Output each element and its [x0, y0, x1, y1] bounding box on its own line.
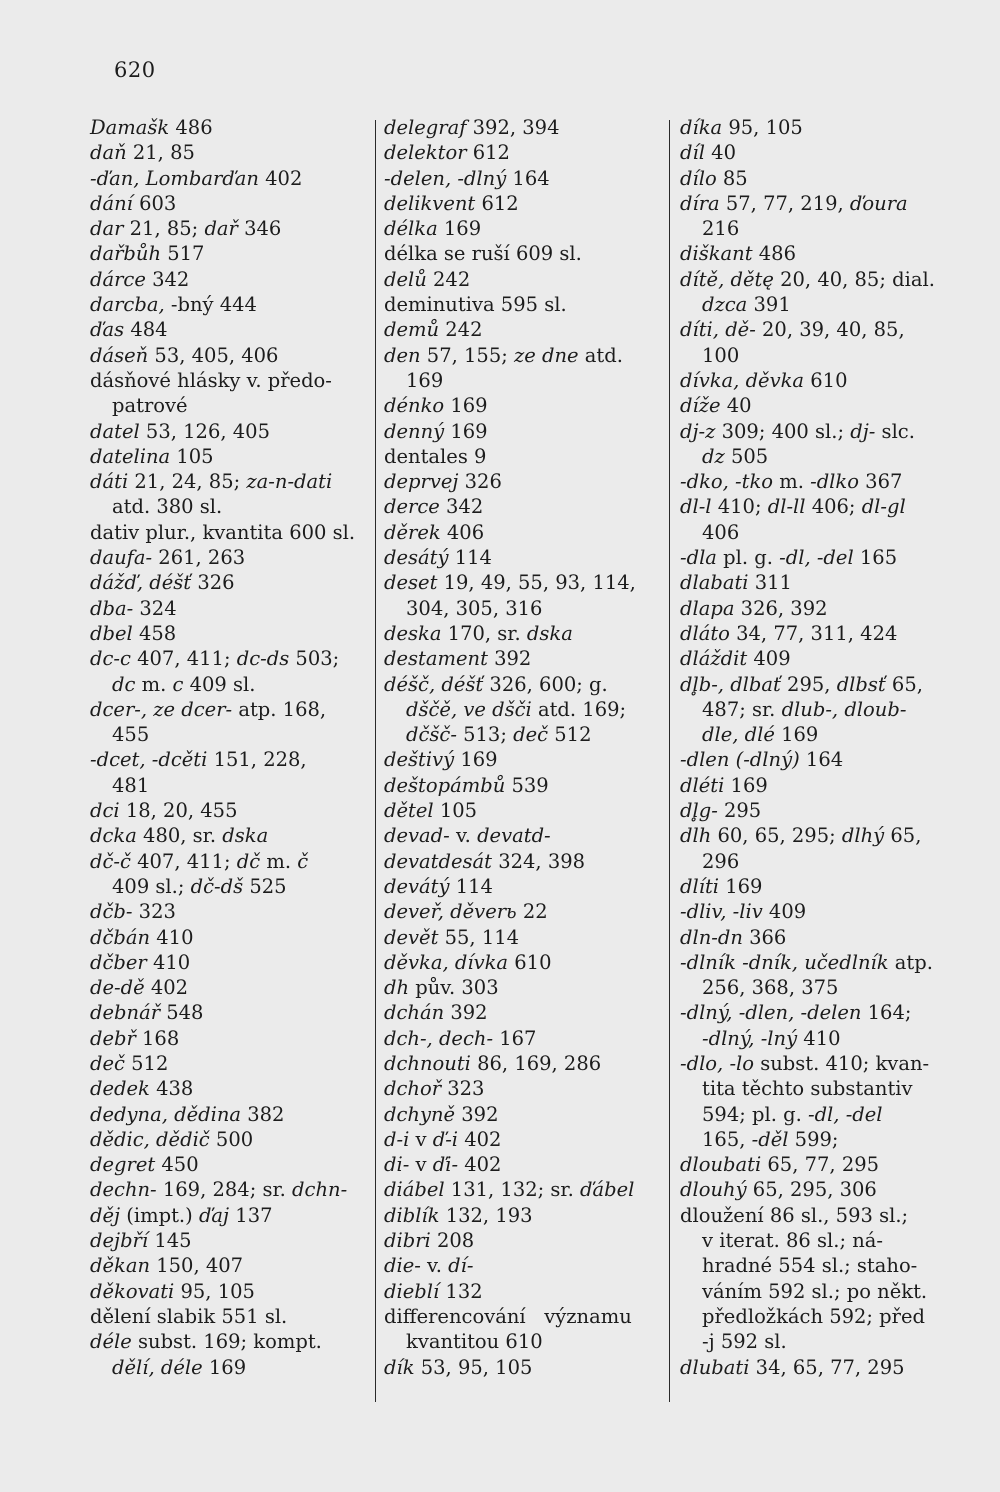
index-entry: datelina 105 — [90, 444, 214, 468]
index-entry: devět 55, 114 — [384, 925, 520, 949]
index-entry: dedyna, dědina 382 — [90, 1102, 285, 1126]
index-entry: díl 40 — [680, 141, 736, 165]
index-entry: desátý 114 — [384, 546, 492, 570]
index-entry: dloužení 86 sl., 593 sl.; — [680, 1203, 909, 1227]
index-entry: deska 170, sr. dska — [384, 621, 573, 645]
index-entry-continuation: hradné 554 sl.; staho- — [702, 1254, 918, 1278]
index-entry-continuation: dc m. c 409 sl. — [112, 672, 256, 696]
index-entry: déšč, déšť 326, 600; g. — [384, 672, 608, 696]
index-entry: dchnouti 86, 169, 286 — [384, 1051, 602, 1075]
index-entry: darcba, -bný 444 — [90, 293, 257, 317]
index-entry: delegraf 392, 394 — [384, 116, 560, 139]
index-entry-continuation: 409 sl.; dč-dš 525 — [112, 874, 287, 898]
index-entry: dh pův. 303 — [384, 976, 499, 1000]
index-entry: dedek 438 — [90, 1077, 194, 1101]
index-entry: dcer-, ze dcer- atp. 168, — [90, 697, 327, 721]
index-entry-continuation: 594; pl. g. -dl, -del — [702, 1102, 883, 1126]
index-entry: deštivý 169 — [384, 748, 498, 772]
index-entry: dativ plur., kvantita 600 sl. — [90, 520, 356, 544]
index-entry: -dlný, -dlen, -delen 164; — [680, 1001, 912, 1025]
index-column-2 — [384, 115, 666, 1380]
index-entry: devad- v. devatd- — [384, 824, 551, 848]
index-entry: dílo 85 — [680, 166, 748, 190]
index-entry: dejbří 145 — [90, 1229, 192, 1253]
index-entry: -dla pl. g. -dl, -del 165 — [680, 546, 898, 570]
index-entry: dénko 169 — [384, 394, 488, 418]
index-entry-continuation: předložkách 592; před — [702, 1304, 926, 1328]
index-entry: déle subst. 169; kompt. — [90, 1330, 322, 1354]
index-entry-continuation: váním 592 sl.; po někt. — [702, 1279, 928, 1303]
index-entry: d-i v ď-i 402 — [384, 1127, 502, 1151]
index-entry: debř 168 — [90, 1026, 180, 1050]
index-entry: dařbůh 517 — [90, 242, 205, 266]
index-entry: deprvej 326 — [384, 470, 502, 494]
index-entry: de-dě 402 — [90, 976, 189, 1000]
index-entry: dáseň 53, 405, 406 — [90, 343, 279, 367]
index-entry: di- v ďi- 402 — [384, 1153, 502, 1177]
index-entry: dléti 169 — [680, 773, 768, 797]
index-entry: demů 242 — [384, 318, 483, 342]
index-entry: daufa- 261, 263 — [90, 546, 246, 570]
index-entry: dásňové hlásky v. předo- — [90, 368, 332, 392]
index-entry: Damašk 486 — [90, 116, 213, 139]
index-entry: datel 53, 126, 405 — [90, 419, 270, 443]
index-entry: deč 512 — [90, 1051, 169, 1075]
index-entry: děkan 150, 407 — [90, 1254, 244, 1278]
index-entry: dieblí 132 — [384, 1279, 483, 1303]
index-entry: dítě, dětę 20, 40, 85; dial. — [680, 267, 935, 291]
index-entry: dčber 410 — [90, 950, 191, 974]
index-entry-continuation: 304, 305, 316 — [406, 596, 543, 620]
index-entry: dážď, déšť 326 — [90, 571, 235, 595]
index-entry: diblík 132, 193 — [384, 1203, 533, 1227]
index-entry: dlíti 169 — [680, 874, 763, 898]
index-entry-continuation: dz 505 — [702, 444, 769, 468]
index-entry: dentales 9 — [384, 444, 487, 468]
index-entry: dcka 480, sr. dska — [90, 824, 269, 848]
index-entry: dč-č 407, 411; dč m. č — [90, 849, 309, 873]
index-entry: dbel 458 — [90, 621, 177, 645]
index-entry-continuation: dle, dlé 169 — [702, 723, 819, 747]
index-entry: -dlník -dník, učedlník atp. — [680, 950, 933, 974]
index-entry: diškant 486 — [680, 242, 796, 266]
index-entry: dibri 208 — [384, 1229, 475, 1253]
index-entry: dchoř 323 — [384, 1077, 485, 1101]
index-entry: delektor 612 — [384, 141, 510, 165]
index-entry: díka 95, 105 — [680, 116, 803, 139]
index-entry-continuation: 256, 368, 375 — [702, 976, 839, 1000]
index-entry: dln-dn 366 — [680, 925, 787, 949]
index-entry: -dlen (-dlný) 164 — [680, 748, 844, 772]
index-entry: dl̥b-, dlbať 295, dlbsť 65, — [680, 672, 923, 696]
column-rule-right — [669, 120, 670, 1402]
index-entry-continuation: dzca 391 — [702, 293, 791, 317]
index-entry: dchyně 392 — [384, 1102, 499, 1126]
index-entry: dárce 342 — [90, 267, 190, 291]
index-entry: děvka, dívka 610 — [384, 950, 552, 974]
index-entry: deset 19, 49, 55, 93, 114, — [384, 571, 636, 595]
index-entry: den 57, 155; ze dne atd. — [384, 343, 623, 367]
index-entry: děkovati 95, 105 — [90, 1279, 255, 1303]
index-entry-continuation: dščě, ve dšči atd. 169; — [406, 697, 627, 721]
index-entry: dj-z 309; 400 sl.; dj- slc. — [680, 419, 915, 443]
index-entry: dl̥g- 295 — [680, 799, 762, 823]
index-entry: díra 57, 77, 219, ďoura — [680, 191, 908, 215]
index-entry: diábel 131, 132; sr. ďábel — [384, 1178, 635, 1202]
index-entry: dědic, dědič 500 — [90, 1127, 254, 1151]
index-column-1 — [90, 115, 372, 1380]
index-entry: dloubati 65, 77, 295 — [680, 1153, 880, 1177]
index-entry: dčb- 323 — [90, 900, 176, 924]
index-entry-continuation: v iterat. 86 sl.; ná- — [702, 1229, 884, 1253]
index-entry: délka 169 — [384, 217, 482, 241]
index-entry: dba- 324 — [90, 596, 177, 620]
index-entry: ďas 484 — [90, 318, 168, 342]
index-entry: dar 21, 85; dař 346 — [90, 217, 282, 241]
index-entry: díže 40 — [680, 394, 752, 418]
index-entry-continuation: -j 592 sl. — [702, 1330, 787, 1354]
index-entry: dívka, děvka 610 — [680, 368, 848, 392]
column-rule-left — [375, 120, 376, 1402]
index-entry-continuation: 100 — [702, 343, 740, 367]
index-entry-continuation: 216 — [702, 217, 740, 241]
index-entry: dělení slabik 551 sl. — [90, 1304, 288, 1328]
index-entry-continuation: tita těchto substantiv — [702, 1077, 913, 1101]
index-entry: denný 169 — [384, 419, 488, 443]
index-entry: deveř, děverь 22 — [384, 900, 548, 924]
index-entry: dci 18, 20, 455 — [90, 799, 238, 823]
index-entry: -dko, -tko m. -dlko 367 — [680, 470, 903, 494]
index-entry: daň 21, 85 — [90, 141, 195, 165]
index-entry: derce 342 — [384, 495, 484, 519]
index-entry: deminutiva 595 sl. — [384, 293, 567, 317]
index-entry: dlh 60, 65, 295; dlhý 65, — [680, 824, 922, 848]
index-entry: díti, dě- 20, 39, 40, 85, — [680, 318, 905, 342]
index-entry: dláto 34, 77, 311, 424 — [680, 621, 898, 645]
index-entry: differencování významu — [384, 1304, 632, 1328]
index-entry: die- v. dí- — [384, 1254, 474, 1278]
index-entry: deštopámbů 539 — [384, 773, 549, 797]
index-entry: -dlo, -lo subst. 410; kvan- — [680, 1051, 930, 1075]
index-entry-continuation: 169 — [406, 368, 444, 392]
index-entry: delů 242 — [384, 267, 471, 291]
index-entry: dl-l 410; dl-ll 406; dl-gl — [680, 495, 906, 519]
index-entry: dčbán 410 — [90, 925, 194, 949]
index-entry-continuation: 455 — [112, 723, 150, 747]
index-entry: -dliv, -liv 409 — [680, 900, 807, 924]
index-entry: -dcet, -dcěti 151, 228, — [90, 748, 307, 772]
index-entry: -delen, -dlný 164 — [384, 166, 550, 190]
index-entry: dchán 392 — [384, 1001, 488, 1025]
index-entry-continuation: kvantitou 610 — [406, 1330, 543, 1354]
index-entry-continuation: 487; sr. dlub-, dloub- — [702, 697, 907, 721]
index-entry: devatdesát 324, 398 — [384, 849, 586, 873]
index-entry-continuation: atd. 380 sl. — [112, 495, 223, 519]
index-entry: debnář 548 — [90, 1001, 204, 1025]
index-entry-continuation: 481 — [112, 773, 150, 797]
index-entry-continuation: 165, -děl 599; — [702, 1127, 839, 1151]
index-entry: dlapa 326, 392 — [680, 596, 828, 620]
index-entry-continuation: dělí, déle 169 — [112, 1355, 247, 1379]
index-column-3 — [680, 115, 965, 1380]
index-entry: devátý 114 — [384, 874, 493, 898]
index-entry: degret 450 — [90, 1153, 199, 1177]
index-entry-continuation: 296 — [702, 849, 740, 873]
index-entry: děj (impt.) ďaj 137 — [90, 1203, 273, 1227]
index-entry: dlouhý 65, 295, 306 — [680, 1178, 877, 1202]
index-entry: děrek 406 — [384, 520, 485, 544]
index-entry: dání 603 — [90, 191, 177, 215]
index-entry: dětel 105 — [384, 799, 478, 823]
index-entry-continuation: dčšč- 513; deč 512 — [406, 723, 592, 747]
index-entry: delikvent 612 — [384, 191, 519, 215]
index-entry: dlabati 311 — [680, 571, 792, 595]
index-entry: dík 53, 95, 105 — [384, 1355, 533, 1379]
index-entry-continuation: -dlný, -lný 410 — [702, 1026, 841, 1050]
index-entry: dáti 21, 24, 85; za-n-dati — [90, 470, 333, 494]
page-number: 620 — [114, 58, 156, 82]
index-entry-continuation: 406 — [702, 520, 740, 544]
index-entry: dch-, dech- 167 — [384, 1026, 537, 1050]
index-entry: dc-c 407, 411; dc-ds 503; — [90, 647, 340, 671]
index-entry-continuation: patrové — [112, 394, 188, 418]
index-entry: dechn- 169, 284; sr. dchn- — [90, 1178, 348, 1202]
index-entry: -ďan, Lombarďan 402 — [90, 166, 303, 190]
index-entry: dlubati 34, 65, 77, 295 — [680, 1355, 905, 1379]
index-entry: délka se ruší 609 sl. — [384, 242, 582, 266]
index-entry: destament 392 — [384, 647, 532, 671]
index-entry: dláždit 409 — [680, 647, 791, 671]
